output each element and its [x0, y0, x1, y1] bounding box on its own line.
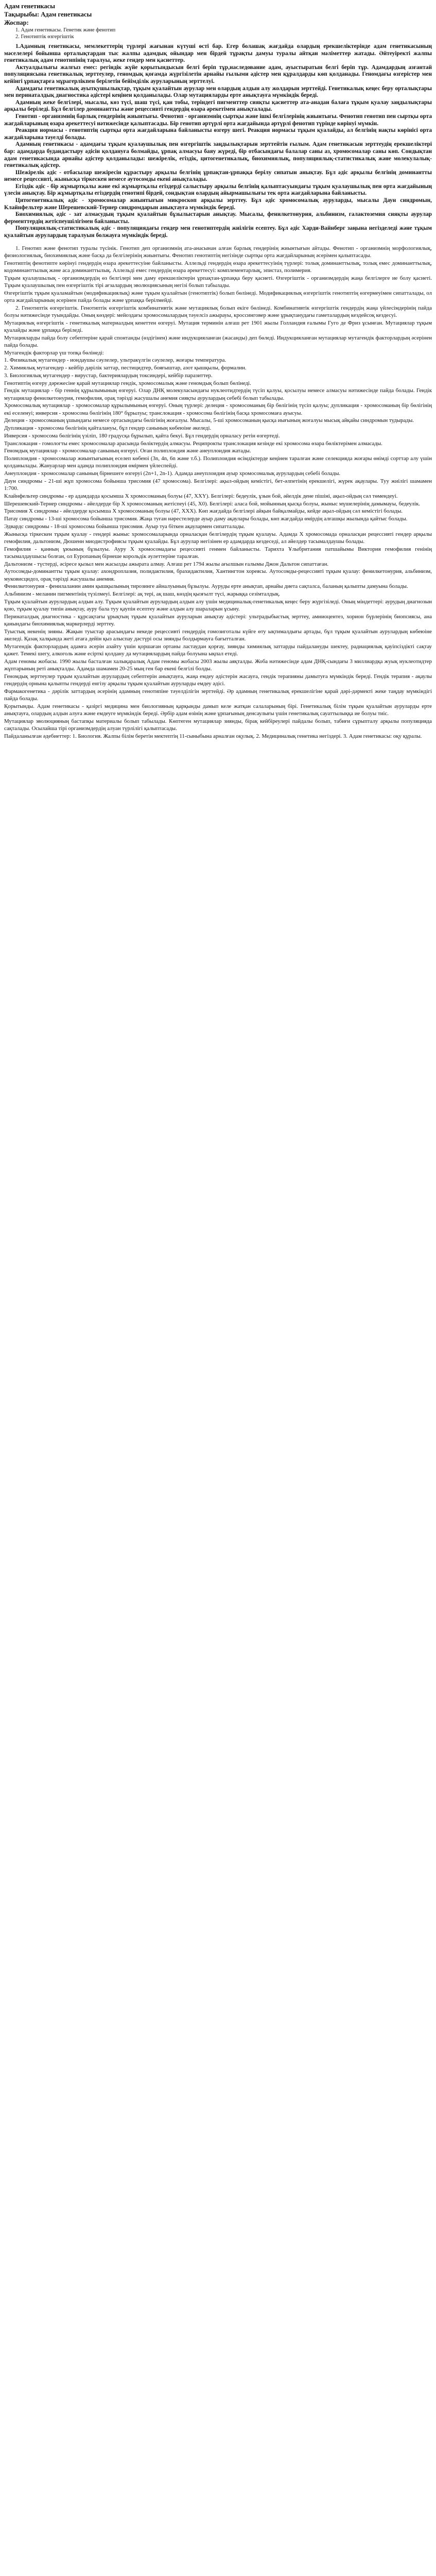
body-paragraph: Дальтонизм - түстерді, әсіресе қызыл мен жасылды ажырата алмау. Алғаш рет 1794 жылы ағылшын ғалымы Джон Дальтон сипаттаған. [4, 561, 329, 567]
body-paragraph: Гендік мутациялар - бір геннің құрылымының өзгеруі. Олар ДНҚ молекуласындағы нуклеотидтердің түсіп қалуы, қосылуы немесе алмасуы нәтижесінде пайда болады. Гендік мутациялар фенилкетонурия, гемофилия, орақ тәрізді жасушалы анемия сияқты аурулардың себебі болып табылады. [4, 387, 432, 401]
list-item: 3. Биологиялық мутагендер - вирустар, бактериялардың токсиндері, кейбір паразиттер. [4, 372, 213, 379]
body-paragraph: Трисомия X синдромы - әйелдерде қосымша X хромосоманың болуы (47, XXX). Көп жағдайда белгілері айқын байқалмайды, кейде ақыл-ойдың сәл кемістігі болады. [4, 508, 403, 515]
document-title: Адам генетикасы [4, 3, 55, 10]
body-section [4, 245, 432, 740]
body-paragraph: Фармакогенетика - дәрілік заттардың әсерінің адамның генотипіне тәуелділігін зерттейді. Әр адамның генетикалық ерекшелігіне қарай дәрі-дәрмекті жеке таңдау мүмкіндігі пайда болады. [4, 688, 432, 702]
body-paragraph: Мутагендік факторлардың адамға әсерін азайту үшін қоршаған ортаны ластаудан қорғау, зиянды химиялық заттарды пайдалануды шектеу, радиациялық қауіпсіздікті сақтау қажет. Темекі шегу, алкоголь және есірткі қолдану да мутациялардың пайда болуына ықпал етеді. [4, 643, 432, 657]
body-paragraph: Дупликация - хромосома бөлігінің қайталануы, бұл гендер санының көбеюіне әкеледі. [4, 425, 212, 432]
dense-paragraph: Актуалдылығы жалғыз емес: регіндік жүйе қорытындысын белгі беріп тұр,наследование адам, ауыстыратын белгі беріп тұр. Адамдардың азғантай популяциясына генетикалық зерттеулер, геномдық қоғамда жүргізілетін арнайы ғылыми әдістер мен құралдарды көп қолданады. Геномдағы өзгерістер мен кейінгі ұрпақтарға мұрагерлікпен берілетін бейімділік ауруларының зерттелуі. [4, 64, 432, 84]
body-paragraph: Мутацияларды пайда болу себептеріне қарай спонтанды (өздігінен) және индукцияланған (жасанды) деп бөледі. Индукцияланған мутациялар мутагендік факторлардың әсерінен пайда болады. [4, 334, 432, 348]
body-paragraph: Транслокация - гомологты емес хромосомалар арасында бөліктердің алмасуы. Реципрокты транслокация кезінде екі хромосома өзара бөліктерімен алмасады. [4, 440, 382, 447]
body-paragraph: Эдвардс синдромы - 18-ші хромосома бойынша трисомия. Ауыр туа біткен ақаулармен сипатталады. [4, 523, 245, 530]
body-paragraph: Анеуплоидия - хромосомалар санының бірнешеге өзгеруі (2n+1, 2n-1). Адамда анеуплоидия ауыр хромосомалық аурулардың себебі болады. [4, 470, 341, 477]
body-paragraph: Геномдық мутациялар - хромосомалар санының өзгеруі. Оған полиплоидия және анеуплоидия жатады. [4, 448, 251, 454]
body-paragraph: Тұқым қуалайтын аурулардың алдын алу. Тұқым қуалайтын аурулардың алдын алу үшін медициналық-генетикалық кеңес беру жүргізіледі. Оның міндеттері: аурудың диагнозын қою, тұқым қуалау типін анықтау, ауру бала туу қаупін есептеу және алдын алу шараларын ұсыну. [4, 598, 432, 613]
body-paragraph: Клайнфельтер синдромы - ер адамдарда қосымша X хромосоманың болуы (47, XXY). Белгілері: бедеулік, ұзын бой, әйелдік дене пішіні, ақыл-ойдың сәл төмендеуі. [4, 493, 398, 499]
body-paragraph: Инверсия - хромосома бөлігінің үзіліп, 180 градусқа бұрылып, қайта бекуі. Бұл гендердің орналасу ретін өзгертеді. [4, 432, 280, 439]
dense-paragraph: Цитогенетикалық әдіс - хромосомалар жиынтығын микроскоп арқылы зерттеу. Бұл әдіс хромосомалық ауруларды, мысалы Даун синдромын, Клайнфельтер және Шерешевский-Тернер синдромдарын анықтауға мүмкіндік береді. [4, 197, 432, 211]
list-item: 2. Химиялық мутагендер - кейбір дәрілік заттар, пестицидтер, бояғыштар, азот қышқылы, формалин. [4, 365, 247, 371]
body-paragraph: Пайдаланылған әдебиеттер: 1. Биология. Жалпы білім беретін мектептің 11-сыныбына арналған оқулық. 2. Медициналық генетика негіздері. 3. Адам генетикасы: оқу құралы. [4, 733, 422, 739]
dense-paragraph: Адамның генетикасы - адамдағы тұқым қуалаушылық пен өзгергіштік заңдылықтарын зерттейтін ғылым. Адам генетикасын зерттеудің ерекшеліктері бар: адамдарда будандастыру әдісін қолдануға болмайды, ұрпақ алмасуы баяу жүреді, бір отбасындағы балалар саны аз, хромосомалар саны көп. Сондықтан адам генетикасында арнайы әдістер қолданылады: шежірелік, егіздік, цитогенетикалық, биохимиялық, популяциялық-статистикалық және молекулалық-генетикалық әдістер. [4, 141, 432, 169]
body-paragraph: Мутациялық өзгергіштік - генетикалық материалдың кенеттен өзгеруі. Мутация терминін алғаш рет 1901 жылы Голландия ғалымы Гуго де Фриз ұсынған. Мутациялар тұқым қуалайды және ұрпаққа беріледі. [4, 319, 432, 333]
body-paragraph: Хромосомалық мутациялар - хромосомалар құрылымының өзгеруі. Оның түрлері: делеция - хромосоманың бір бөлігінің түсіп қалуы; дупликация - хромосоманың бір бөлігінің екі еселенуі; инверсия - хромосома бөлігінің 180° бұрылуы; транслокация - хромосома бөлігінің басқа хромосомаға ауысуы. [4, 402, 432, 416]
dense-section [4, 43, 432, 240]
dense-paragraph: Егіздік әдіс - бір жұмыртқалы және екі жұмыртқалы егіздерді салыстыру арқылы белгінің қалыптасуындағы тұқым қуалаушылық пен орта жағдайының үлесін анықтау. Бір жұмыртқалы егіздердің генотипі бірдей, сондықтан олардың айырмашылығы тек орта жағдайларына байланысты. [4, 183, 432, 197]
dense-paragraph: Биохимиялық әдіс - зат алмасудың тұқым қуалайтын бұзылыстарын анықтау. Мысалы, фенилкетонурия, альбинизм, галактоземия сияқты аурулар ферменттердің жетіспеушілігімен байланысты. [4, 211, 432, 225]
dense-paragraph: Адамдағы генетикалық ауытқушылықтар, тұқым қуалайтын аурулар мен олардың алдын алу жолдарын зерттейді. Генетикалық кеңес беру орталықтары мен перинаталдық диагностика әдістері кеңінен қолданылады. Олар мутацияларды ерте анықтауға мүмкіндік береді. [4, 85, 432, 99]
body-paragraph: Генотиптің фенотипте көрінуі гендердің өзара әрекеттесуіне байланысты. Аллельді гендердің өзара әрекеттесуінің түрлері: толық доминанттылық, толық емес доминанттылық, кодоминанттылық және аса доминанттылық. Аллельді емес гендердің өзара әрекеттесуі: комплементарлық, эпистаз, полимерия. [4, 260, 432, 274]
list-item: 1. Физикалық мутагендер - иондаушы сәулелер, ультракүлгін сәулелер, жоғары температура. [4, 357, 226, 364]
body-paragraph: Қорытынды. Адам генетикасы - қазіргі медицина мен биологияның қарқынды дамып келе жатқан салаларының бірі. Генетикалық білім тұқым қуалайтын ауруларды ерте анықтауға, олардың алдын алуға және емдеуге мүмкіндік береді. Әрбір адам өзінің және ұрпағының денсаулығы үшін генетикалық сауаттылыққа ие болуы тиіс. [4, 703, 432, 717]
dense-paragraph: Популяциялық-статистикалық әдіс - популяциядағы гендер мен генотиптердің жиілігін есептеу. Бұл әдіс Харди-Вайнберг заңына негізделеді және тұқым қуалайтын аурулардың таралуын болжауға мүмкіндік береді. [4, 225, 432, 239]
dense-paragraph: Генотип - организмнің барлық гендерінің жиынтығы. Фенотип - организмнің сыртқы және ішкі белгілерінің жиынтығы. Фенотип генотип пен сыртқы орта жағдайларының өзара әрекеттесуі нәтижесінде қалыптасады. Бір генотип әртүрлі орта жағдайында әртүрлі фенотип түрінде көрінуі мүмкін. [4, 113, 432, 127]
body-paragraph: Мутагендік факторлар үш топқа бөлінеді: [4, 349, 104, 356]
body-paragraph: Полиплоидия - хромосомалар жиынтығының еселеп көбеюі (3n, 4n, 6n және т.б.). Полиплоидия өсімдіктерде кеңінен таралған және селекцияда жоғары өнімді сорттар алу үшін қолданылады. Жануарлар мен адамда полиплоидия өмірмен үйлеспейді. [4, 455, 432, 469]
body-paragraph: Генотиптің өзгеру дәрежесіне қарай мутациялар гендік, хромосомалық және геномдық болып бөлінеді. [4, 380, 251, 386]
body-paragraph: Аутосомды-доминантты тұқым қуалау: ахондроплазия, полидактилия, брахидактилия, Хантингтон хореясы. Аутосомды-рецессивті тұқым қуалау: фенилкетонурия, альбинизм, муковисцидоз, орақ тәрізді жасушалы анемия. [4, 568, 432, 582]
plan-list [4, 27, 432, 40]
document-subtitle: Тақырыбы: Адам генетикасы [4, 11, 92, 18]
body-paragraph: Даун синдромы - 21-ші жұп хромосома бойынша трисомия (47 хромосома). Белгілері: ақыл-ойдың кемістігі, бет-әлпетінің ерекшелігі, жүрек ақаулары. Туу жиілігі шамамен 1:700. [4, 478, 432, 492]
body-paragraph: Тұқым қуалаушылық - организмдердің өз белгілері мен даму ерекшеліктерін ұрпақтан-ұрпаққа беру қасиеті. Өзгергіштік - организмдердің жаңа белгілерге ие болу қасиеті. Тұқым қуалаушылық пен өзгергіштік тірі ағзалардың эволюциясының негізі болып табылады. [4, 275, 432, 289]
body-paragraph: Адам геномы жобасы. 1990 жылы басталған халықаралық Адам геномы жобасы 2003 жылы аяқталды. Жоба нәтижесінде адам ДНҚ-сындағы 3 миллиардқа жуық нуклеотидтер жұптарының реті анықталды. Адамда шамамен 20-25 мың ген бар екені белгілі болды. [4, 658, 432, 672]
dense-paragraph: Шежірелік әдіс - отбасылар шежіресін құрастыру арқылы белгінің ұрпақтан-ұрпаққа берілу сипатын анықтау. Бұл әдіс арқылы белгінің доминантты немесе рецессивті, жынысқа тіркескен немесе аутосомды екені анықталады. [4, 169, 432, 183]
dense-paragraph: 1.Адамның генетикасы, мемлекеттерің түрлері жағынан күтуші өсті бар. Егер болашақ жағдайда олардың ерекшеліктерінде адам генетикасының мәселелері бойынша орталықтардан тыс жалпы адамдық ойындар мен бірдей тұрақты дамуы туралы айтқан мәліметтер жатады. Әйтеуіректі жалпы генетикалық адам генотипінің таралуы, жеке гендер мен қасиеттер. [4, 43, 432, 64]
body-paragraph: Мутациялар эволюцияның бастапқы материалы болып табылады. Көптеген мутациялар зиянды, бірақ кейбіреулері пайдалы болып, табиғи сұрыпталу арқылы популяцияда сақталады. Осылайша тірі организмдердің алуан түрлілігі қалыптасады. [4, 718, 432, 732]
plan-title: Жоспар: [4, 19, 29, 26]
dense-paragraph: Реакция нормасы - генотиптің сыртқы орта жағдайларына байланысты өзгеру шегі. Реакция нормасы тұқым қуалайды, ал белгінің нақты көрінісі орта жағдайларына тәуелді болады. [4, 127, 432, 141]
body-paragraph: Делеция - хромосоманың ұшындағы немесе ортасындағы бөлігінің жоғалуы. Мысалы, 5-ші хромосоманың қысқа иығының жоғалуы мысық айқайы синдромын тудырады. [4, 417, 414, 424]
body-paragraph: Гемофилия - қанның ұюының бұзылуы. Ауру X хромосомадағы рецессивті генмен байланысты. Тарихта Ұлыбритания патшайымы Виктория гемофилия генінің тасымалдаушысы болған, ол Еуропаның бірнеше корольдік әулеттеріне таралған. [4, 546, 432, 560]
body-paragraph: Өзгергіштік тұқым қуаламайтын (модификациялық) және тұқым қуалайтын (генотиптік) болып бөлінеді. Модификациялық өзгергіштік генотиптің өзгермеуімен сипатталады, ол орта жағдайларының әсерінен пайда болады және ұрпаққа берілмейді. [4, 290, 432, 303]
plan-item: 2. Генотиптік өзгергіштік [15, 34, 74, 40]
body-paragraph: Туыстық некенің зияны. Жақын туыстар арасындағы некеде рецессивті гендердің гомозиготалы күйге өту ықтималдығы артады, бұл тұқым қуалайтын аурулардың көбеюіне әкеледі. Қазақ халқында жеті атаға дейін қыз алыспау дәстүрі осы зиянды болдырмауға бағытталған. [4, 628, 432, 642]
plan-item: 1. Адам генетикасы. Генетик және фенотип [15, 27, 116, 33]
body-paragraph: Жынысқа тіркескен тұқым қуалау - гендері жыныс хромосомаларында орналасқан белгілердің тұқым қуалауы. Адамда X хромосомада орналасқан рецессивті гендер арқылы гемофилия, дальтонизм, Дюшенн миодистрофиясы тұқым қуалайды. Бұл аурулар негізінен ер адамдарда кездеседі, ал әйелдер тасымалдаушы болады. [4, 531, 432, 545]
body-paragraph: 2. Генотиптік өзгергіштік. Генотиптік өзгергіштік комбинативтік және мутациялық болып екіге бөлінеді. Комбинативтік өзгергіштік гендердің жаңа үйлесімдерінің пайда болуы нәтижесінде туындайды. Оның көздері: мейоздағы хромосомалардың тәуелсіз ажырауы, кроссинговер және ұрықтанудағы гаметалардың кездейсоқ кездесуі. [4, 304, 432, 318]
body-paragraph: Перинаталдық диагностика - құрсақтағы ұрықтың тұқым қуалайтын ауруларын анықтау әдістері: ультрадыбыстық зерттеу, амниоцентез, хорион бүрлерінің биопсиясы, ана қанындағы биохимиялық маркерлерді зерттеу. [4, 613, 432, 628]
body-paragraph: 1. Генотип және фенотип туралы түсінік. Генотип деп организмнің ата-анасынан алған барлық гендерінің жиынтығын айтады. Фенотип - организмнің морфологиялық, физиологиялық, биохимиялық және басқа да белгілерінің жиынтығы. Фенотип генотиптің негізінде сыртқы орта жағдайларының әсерімен қалыптасады. [4, 245, 432, 259]
body-paragraph: Патау синдромы - 13-ші хромосома бойынша трисомия. Жаңа туған нәрестелерде ауыр даму ақаулары болады, көп жағдайда өмірдің алғашқы жылында қайтыс болады. [4, 516, 408, 522]
dense-paragraph: Адамның жеке белгілері, мысалы, көз түсі, шаш түсі, қан тобы, теріндегі пигменттер сияқты қасиеттер ата-анадан балаға тұқым қуалау заңдылықтары арқылы беріледі. Бұл белгілер доминантты және рецессивті гендердің өзара әрекетімен анықталады. [4, 99, 432, 113]
body-paragraph: Шерешевский-Тернер синдромы - әйелдерде бір X хромосоманың жетіспеуі (45, X0). Белгілері: аласа бой, мойынның қысқа болуы, жыныс мүшелерінің дамымауы, бедеулік. [4, 500, 421, 507]
body-paragraph: Фенилкетонурия - фенилаланин амин қышқылының тирозинге айналуының бұзылуы. Ауруды ерте анықтап, арнайы диета сақталса, баланың қалыпты дамуына болады. [4, 583, 408, 590]
section-gap [4, 240, 432, 245]
body-paragraph: Альбинизм - меланин пигментінің түзілмеуі. Белгілері: ақ тері, ақ шаш, көздің қызғылт түсі, жарыққа сезімталдық. [4, 591, 281, 598]
body-paragraph: Геномдық зерттеулер тұқым қуалайтын аурулардың себептерін анықтауға, жаңа емдеу әдістерін жасауға, гендік терапияны дамытуға мүмкіндік береді. Гендік терапия - ақаулы гендердің орнына қалыпты гендерді енгізу арқылы тұқым қуалайтын ауруларды емдеу әдісі. [4, 673, 432, 687]
